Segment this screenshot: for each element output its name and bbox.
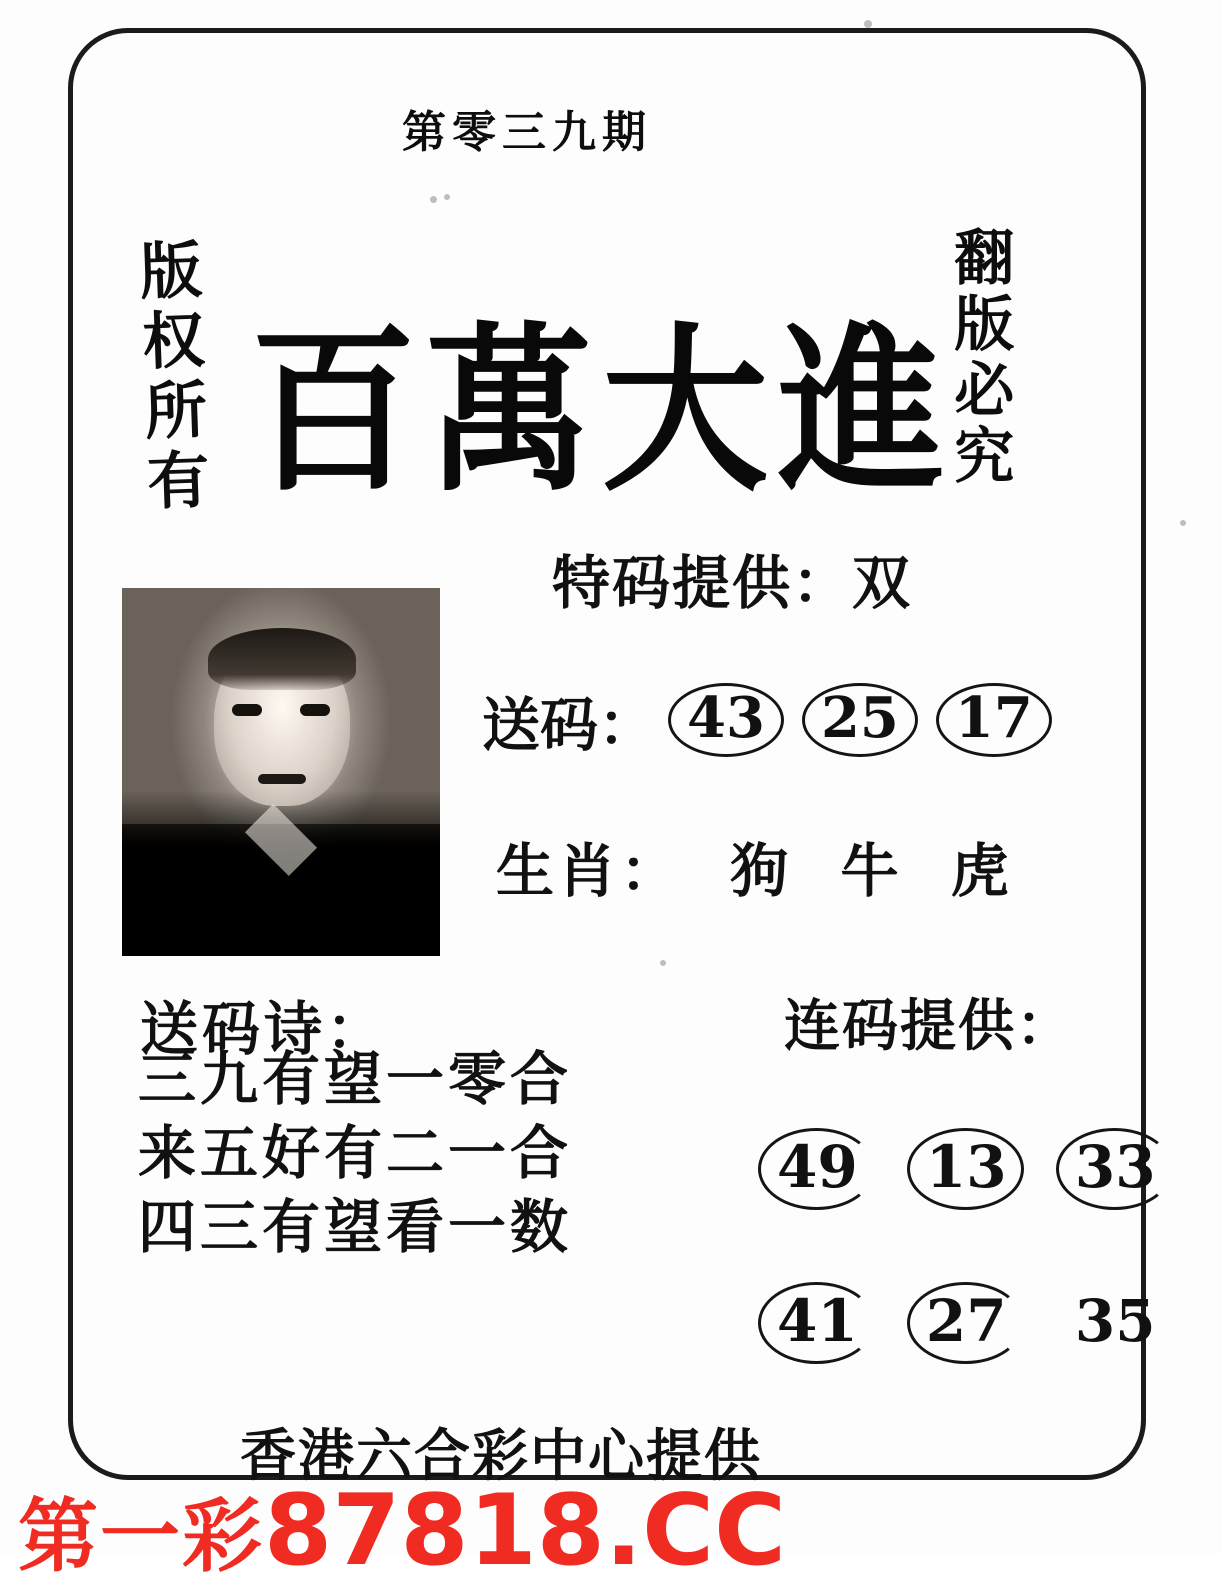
send-code-label: 送码： bbox=[482, 691, 657, 759]
poem-body bbox=[138, 1042, 572, 1265]
lian-code-row-2 bbox=[752, 1282, 1176, 1364]
scan-speck bbox=[864, 20, 872, 28]
portrait-eye-left bbox=[232, 704, 262, 716]
scan-speck bbox=[1180, 520, 1186, 526]
zodiac-animal: 牛 bbox=[840, 837, 903, 905]
lian-code-title: 连码提供： bbox=[784, 993, 1074, 1059]
watermark-site: 87818.CC bbox=[264, 1474, 787, 1588]
special-code-line: 特码提供：双 bbox=[552, 549, 913, 617]
portrait-hair bbox=[208, 628, 356, 690]
scan-speck bbox=[660, 960, 666, 966]
lian-code-number: 49 bbox=[758, 1128, 875, 1210]
portrait-photo bbox=[122, 588, 440, 956]
watermark bbox=[18, 1472, 786, 1588]
portrait-mouth bbox=[258, 774, 306, 784]
lian-code-number: 35 bbox=[1074, 1287, 1156, 1355]
copyright-left-text: 版权所有 bbox=[128, 236, 212, 520]
lian-code-number: 33 bbox=[1056, 1128, 1173, 1210]
portrait-eye-right bbox=[300, 704, 330, 716]
poem-line: 四三有望看一数 bbox=[138, 1193, 573, 1262]
zodiac-animal: 虎 bbox=[950, 837, 1013, 905]
poem-line: 来五好有二一合 bbox=[138, 1119, 573, 1188]
scan-speck bbox=[444, 194, 450, 200]
lian-code-number: 13 bbox=[907, 1128, 1024, 1210]
issue-label: 第零三九期 bbox=[402, 107, 652, 158]
zodiac-row bbox=[496, 824, 1013, 908]
page-title: 百萬大進 bbox=[250, 305, 954, 517]
footer-source: 香港六合彩中心提供 bbox=[240, 1423, 762, 1489]
lian-code-row-1 bbox=[752, 1128, 1179, 1210]
send-code-row bbox=[482, 678, 1058, 762]
poem-line: 三九有望一零合 bbox=[138, 1045, 573, 1113]
send-code-number: 25 bbox=[802, 683, 918, 757]
watermark-prefix: 第一彩 bbox=[18, 1490, 264, 1583]
scan-speck bbox=[430, 196, 437, 203]
zodiac-animal: 狗 bbox=[730, 837, 793, 905]
lian-code-number: 41 bbox=[758, 1282, 875, 1364]
zodiac-label: 生肖： bbox=[496, 837, 683, 905]
copyright-right-text: 翻版必究 bbox=[944, 226, 1015, 490]
send-code-number: 17 bbox=[936, 683, 1052, 757]
poem-title: 送码诗： bbox=[140, 995, 389, 1063]
send-code-number: 43 bbox=[668, 683, 784, 757]
lian-code-number: 27 bbox=[907, 1282, 1024, 1364]
